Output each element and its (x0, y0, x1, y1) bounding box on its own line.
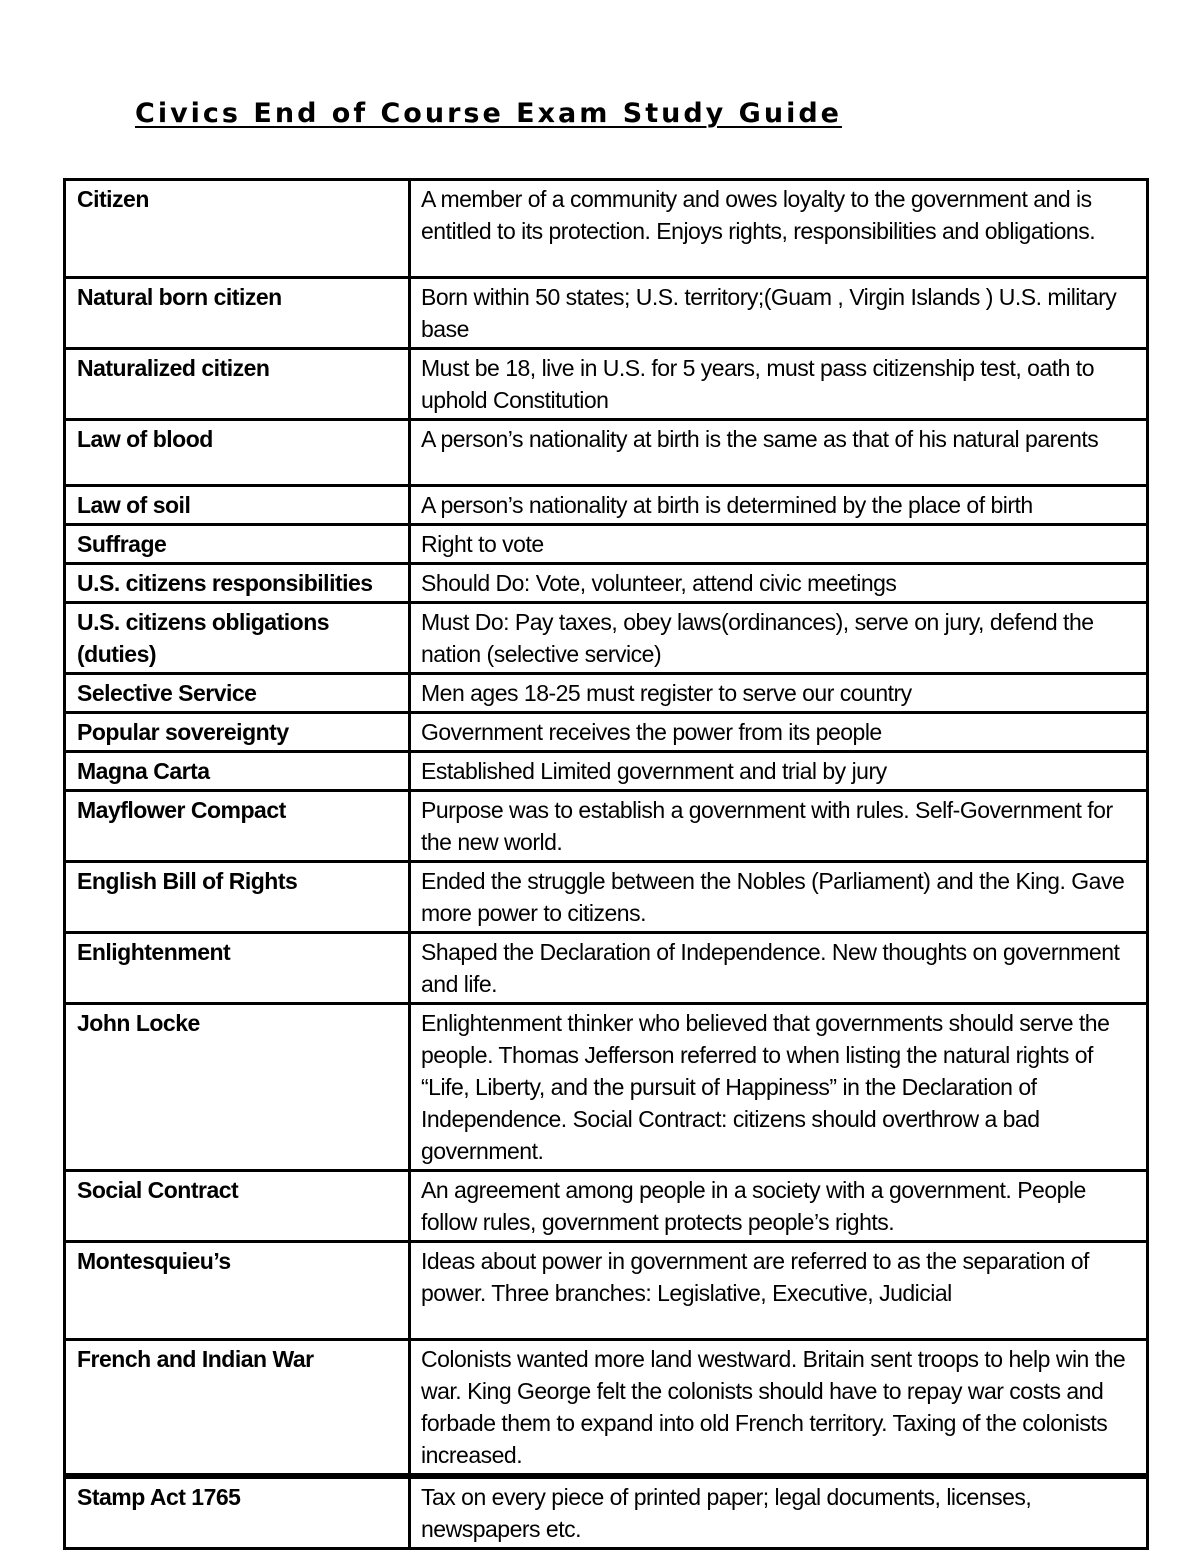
table-row (65, 1476, 1148, 1549)
table-row (65, 933, 1148, 1004)
definition-cell: Men ages 18-25 must register to serve our country (410, 674, 1148, 713)
study-guide-table (63, 178, 1149, 1550)
term-cell: Enlightenment (65, 933, 410, 1004)
definition-cell: Ended the struggle between the Nobles (Parliament) and the King. Gave more power to citizens. (410, 862, 1148, 933)
term-cell: Natural born citizen (65, 278, 410, 349)
table-row (65, 1340, 1148, 1477)
table-row (65, 1004, 1148, 1171)
definition-cell: A member of a community and owes loyalty to the government and is entitled to its protection. Enjoys rights, responsibilities and obligations. (410, 180, 1148, 278)
definition-cell: Must be 18, live in U.S. for 5 years, must pass citizenship test, oath to uphold Constitution (410, 349, 1148, 420)
term-cell: Law of blood (65, 420, 410, 486)
definition-cell: Colonists wanted more land westward. Britain sent troops to help win the war. King George felt the colonists should have to repay war costs and forbade them to expand into old French territory. Taxing of the colonists increased. (410, 1340, 1148, 1477)
definition-cell: Right to vote (410, 525, 1148, 564)
term-cell: Social Contract (65, 1171, 410, 1242)
definition-cell: Government receives the power from its people (410, 713, 1148, 752)
table-row (65, 349, 1148, 420)
table-row (65, 486, 1148, 525)
table-row (65, 713, 1148, 752)
table-row (65, 862, 1148, 933)
table-row (65, 1171, 1148, 1242)
term-cell: U.S. citizens responsibilities (65, 564, 410, 603)
definition-cell: Born within 50 states; U.S. territory;(Guam , Virgin Islands ) U.S. military base (410, 278, 1148, 349)
definition-cell: Established Limited government and trial by jury (410, 752, 1148, 791)
term-cell: English Bill of Rights (65, 862, 410, 933)
definition-cell: A person’s nationality at birth is determined by the place of birth (410, 486, 1148, 525)
term-cell: U.S. citizens obligations (duties) (65, 603, 410, 674)
term-cell: Popular sovereignty (65, 713, 410, 752)
term-cell: Law of soil (65, 486, 410, 525)
table-row (65, 180, 1148, 278)
table-row (65, 278, 1148, 349)
term-cell: John Locke (65, 1004, 410, 1171)
term-cell: Citizen (65, 180, 410, 278)
definition-cell: Purpose was to establish a government with rules. Self-Government for the new world. (410, 791, 1148, 862)
term-cell: Naturalized citizen (65, 349, 410, 420)
page-title: Civics End of Course Exam Study Guide (135, 98, 842, 129)
definition-cell: Ideas about power in government are referred to as the separation of power. Three branches: Legislative, Executive, Judicial (410, 1242, 1148, 1340)
term-cell: Mayflower Compact (65, 791, 410, 862)
definition-cell: Enlightenment thinker who believed that governments should serve the people. Thomas Jefferson referred to when listing the natural rights of “Life, Liberty, and the pursuit of Happiness” in the Declaration of Independence. Social Contract: citizens should overthrow a bad government. (410, 1004, 1148, 1171)
term-cell: Selective Service (65, 674, 410, 713)
definition-cell: A person’s nationality at birth is the same as that of his natural parents (410, 420, 1148, 486)
definition-cell: Must Do: Pay taxes, obey laws(ordinances), serve on jury, defend the nation (selective service) (410, 603, 1148, 674)
table-row (65, 752, 1148, 791)
definition-cell: Tax on every piece of printed paper; legal documents, licenses, newspapers etc. (410, 1476, 1148, 1549)
term-cell: French and Indian War (65, 1340, 410, 1477)
table-row (65, 674, 1148, 713)
definition-cell: An agreement among people in a society with a government. People follow rules, government protects people’s rights. (410, 1171, 1148, 1242)
term-cell: Suffrage (65, 525, 410, 564)
table-row (65, 564, 1148, 603)
table-row (65, 1242, 1148, 1340)
table-row (65, 603, 1148, 674)
term-cell: Montesquieu’s (65, 1242, 410, 1340)
definition-cell: Should Do: Vote, volunteer, attend civic meetings (410, 564, 1148, 603)
definition-cell: Shaped the Declaration of Independence. New thoughts on government and life. (410, 933, 1148, 1004)
table-row (65, 420, 1148, 486)
table-row (65, 525, 1148, 564)
term-cell: Magna Carta (65, 752, 410, 791)
table-row (65, 791, 1148, 862)
term-cell: Stamp Act 1765 (65, 1476, 410, 1549)
